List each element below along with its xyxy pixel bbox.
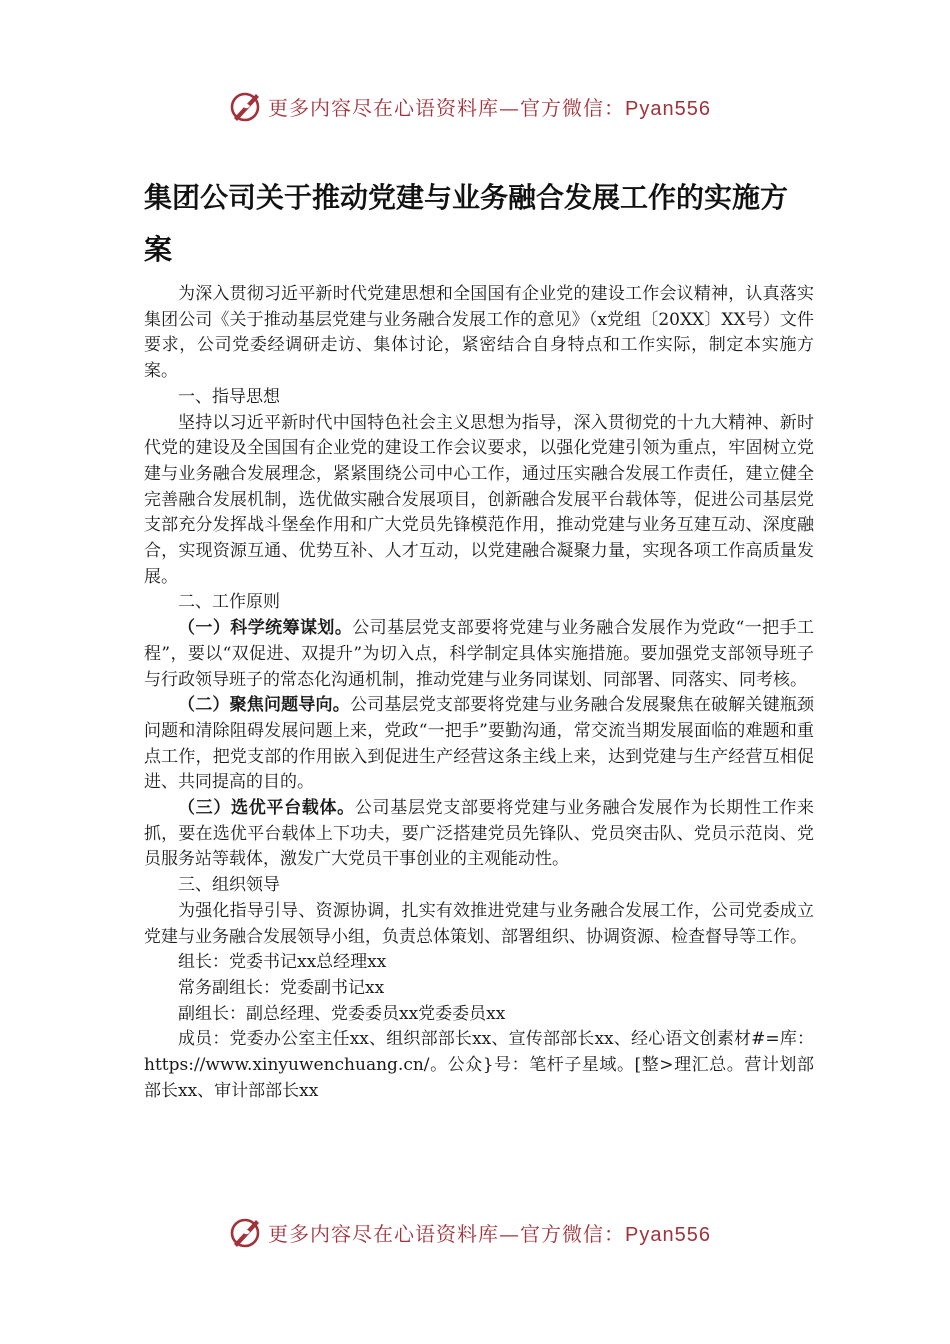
banner-text: [268, 92, 711, 121]
section-heading: 三、组织领导: [178, 875, 280, 896]
principle-label: （一）科学统筹谋划。: [178, 618, 353, 639]
banner-dash: —: [499, 1221, 520, 1246]
section-heading: 一、指导思想: [178, 386, 280, 407]
banner-dash: —: [499, 95, 520, 120]
principle-label: （三）选优平台载体。: [178, 798, 355, 819]
exec-deputy-line: 常务副组长：党委副书记xx: [178, 977, 385, 998]
principle-text: 公司基层党支部要将党建与业务融合发展作为党政“一把手工程”，要以“双促进、双提升”为切入点，科学制定具体实施措施。要加强党支部领导班子与行政领导班子的常态化沟通机制，推动党建与业务同谋划、同部署、同落实、同考核。: [144, 618, 814, 690]
principle-label: （二）聚焦问题导向。: [178, 695, 350, 716]
intro-paragraph: 为深入贯彻习近平新时代党建思想和全国国有企业党的建设工作会议精神，认真落实集团公司《关于推动基层党建与业务融合发展工作的意见》（x党组〔20XX〕XX号）文件要求，公司党委经调研走访、集体讨论，紧密结合自身特点和工作实际，制定本实施方案。: [144, 284, 814, 382]
banner-text: [268, 1218, 711, 1247]
header-watermark-banner: [228, 86, 728, 126]
deputy-line: 副组长：副总经理、党委委员xx党委委员xx: [178, 1003, 506, 1024]
footer-watermark-banner: [228, 1212, 728, 1252]
section-heading: 二、工作原则: [178, 592, 280, 613]
banner-wechat-label: 官方微信：: [520, 95, 625, 120]
document-title: 集团公司关于推动党建与业务融合发展工作的实施方案: [144, 181, 789, 266]
banner-wechat-label: 官方微信：: [520, 1221, 625, 1246]
banner-main-text: 更多内容尽在心语资料库: [268, 95, 499, 120]
principle-paragraph: [144, 616, 814, 693]
principle-paragraph: [144, 796, 814, 873]
banner-main-text: 更多内容尽在心语资料库: [268, 1221, 499, 1246]
members-line: 成员：党委办公室主任xx、组织部部长xx、宣传部部长xx、经心语文创素材#=库：https://www.xinyuwenchuang.cn/。公众}号：笔杆子星域。[整>理汇总。营计划部部长xx、审计部部长xx: [144, 1029, 814, 1101]
pen-circle-logo-icon: [228, 88, 264, 124]
leadership-paragraph: 为强化指导引导、资源协调，扎实有效推进党建与业务融合发展工作，公司党委成立党建与业务融合发展领导小组，负责总体策划、部署组织、协调资源、检查督导等工作。: [144, 900, 814, 947]
principle-text: 公司基层党支部要将党建与业务融合发展聚焦在破解关键瓶颈问题和清除阻碍发展问题上来，党政“一把手”要勤沟通，常交流当期发展面临的难题和重点工作，把党支部的作用嵌入到促进生产经营这条主线上来，达到党建与生产经营互相促进、共同提高的目的。: [144, 695, 815, 793]
guiding-thought-paragraph: 坚持以习近平新时代中国特色社会主义思想为指导，深入贯彻党的十九大精神、新时代党的建设及全国国有企业党的建设工作会议要求，以强化党建引领为重点，牢固树立党建与业务融合发展理念，紧紧围绕公司中心工作，通过压实融合发展工作责任，建立健全完善融合发展机制，选优做实融合发展项目，创新融合发展平台载体等，促进公司基层党支部充分发挥战斗堡垒作用和广大党员先锋模范作用，推动党建与业务互建互动、深度融合，实现资源互通、优势互补、人才互动，以党建融合凝聚力量，实现各项工作高质量发展。: [144, 412, 814, 587]
principle-text: 公司基层党支部要将党建与业务融合发展作为长期性工作来抓，要在选优平台载体上下功夫，要广泛搭建党员先锋队、党员突击队、党员示范岗、党员服务站等载体，激发广大党员干事创业的主观能动性。: [144, 798, 815, 870]
principle-paragraph: [144, 693, 814, 796]
document-body: [144, 282, 814, 1105]
banner-wechat-id: Pyan556: [625, 97, 711, 120]
banner-wechat-id: Pyan556: [625, 1223, 711, 1246]
pen-circle-logo-icon: [228, 1214, 264, 1250]
leader-line: 组长：党委书记xx总经理xx: [178, 952, 387, 973]
